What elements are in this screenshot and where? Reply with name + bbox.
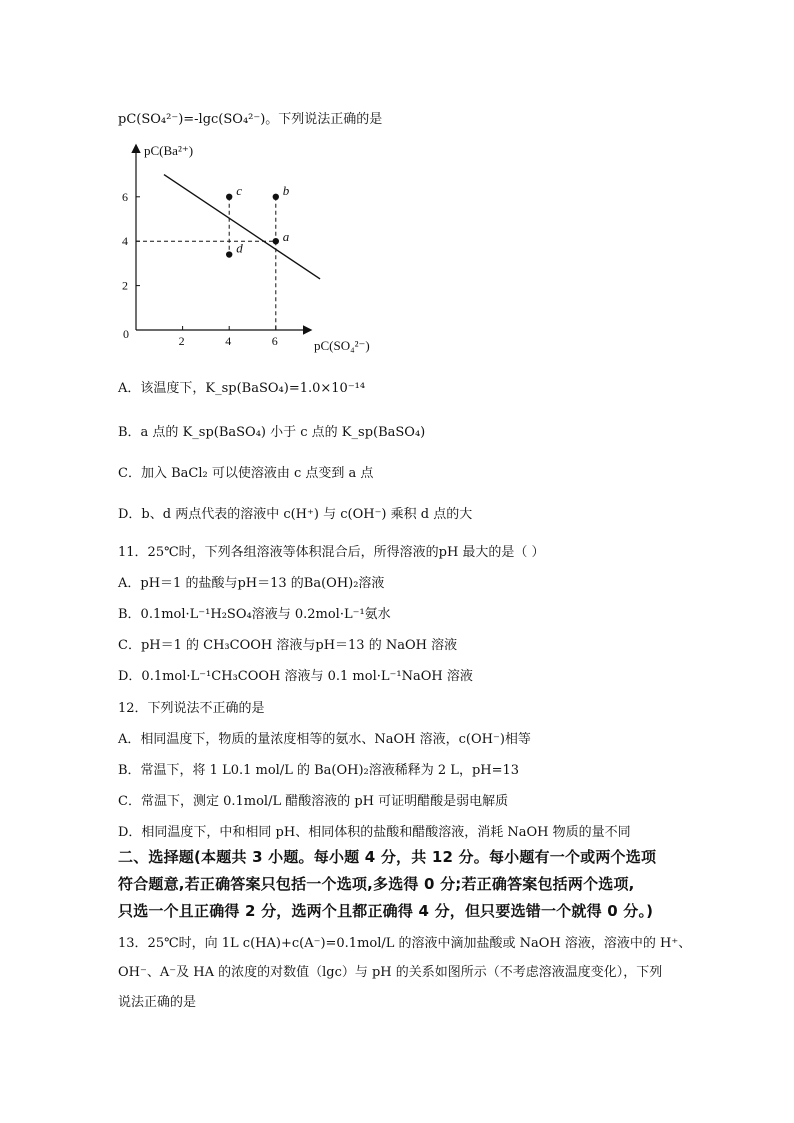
point-a xyxy=(273,238,279,244)
q13-line-1: 13．25℃时，向 1L c(HA)+c(A⁻)=0.1mol/L 的溶液中滴加盐酸或 NaOH 溶液，溶液中的 H⁺、 xyxy=(118,936,692,951)
point-label-d: d xyxy=(236,240,243,256)
point-b xyxy=(273,194,279,200)
intro-text: pC(SO₄²⁻)=-lgc(SO₄²⁻)。下列说法正确的是 xyxy=(118,112,383,127)
q12-stem: 12．下列说法不正确的是 xyxy=(118,701,265,716)
point-label-c: c xyxy=(236,182,242,198)
q11-option-b: B．0.1mol·L⁻¹H₂SO₄溶液与 0.2mol·L⁻¹氨水 xyxy=(118,607,391,622)
solubility-chart xyxy=(110,140,400,360)
section2-line-2: 符合题意,若正确答案只包括一个选项,多选得 0 分;若正确答案包括两个选项, xyxy=(118,875,635,893)
q11-stem: 11．25℃时，下列各组溶液等体积混合后，所得溶液的pH 最大的是（ ） xyxy=(118,545,545,560)
x-tick-label: 6 xyxy=(271,334,278,348)
q12-option-b: B．常温下，将 1 L0.1 mol/L 的 Ba(OH)₂溶液稀释为 2 L，pH=13 xyxy=(118,763,520,778)
section2-line-1: 二、选择题(本题共 3 小题。每小题 4 分，共 12 分。每小题有一个或两个选项 xyxy=(118,848,657,866)
origin-label: 0 xyxy=(123,327,129,341)
section2-line-3: 只选一个且正确得 2 分，选两个且都正确得 4 分，但只要选错一个就得 0 分。) xyxy=(118,902,654,920)
x-axis-label: pC(SO₄²⁻) xyxy=(314,338,370,353)
point-c xyxy=(226,194,232,200)
option-q10-c: C．加入 BaCl₂ 可以使溶液由 c 点变到 a 点 xyxy=(118,466,374,481)
q11-option-d: D．0.1mol·L⁻¹CH₃COOH 溶液与 0.1 mol·L⁻¹NaOH 溶液 xyxy=(118,669,473,684)
point-label-b: b xyxy=(282,182,290,198)
y-tick-label: 4 xyxy=(122,234,128,249)
q11-option-a: A．pH＝1 的盐酸与pH＝13 的Ba(OH)₂溶液 xyxy=(118,576,385,591)
y-tick-label: 6 xyxy=(122,189,128,204)
q12-option-a: A．相同温度下，物质的量浓度相等的氨水、NaOH 溶液，c(OH⁻)相等 xyxy=(118,732,531,747)
option-q10-a: A．该温度下，K_sp(BaSO₄)=1.0×10⁻¹⁴ xyxy=(118,381,366,396)
y-tick-label: 2 xyxy=(122,278,128,293)
x-tick-label: 2 xyxy=(178,334,185,348)
q12-option-d: D．相同温度下，中和相同 pH、相同体积的盐酸和醋酸溶液，消耗 NaOH 物质的量不同 xyxy=(118,825,631,840)
q13-line-3: 说法正确的是 xyxy=(118,995,197,1010)
y-axis-label: pC(Ba²⁺) xyxy=(144,143,194,158)
q11-option-c: C．pH＝1 的 CH₃COOH 溶液与pH＝13 的 NaOH 溶液 xyxy=(118,638,458,653)
option-q10-d: D．b、d 两点代表的溶液中 c(H⁺) 与 c(OH⁻) 乘积 d 点的大 xyxy=(118,507,473,522)
q12-option-c: C．常温下，测定 0.1mol/L 醋酸溶液的 pH 可证明醋酸是弱电解质 xyxy=(118,794,509,809)
option-q10-b: B．a 点的 K_sp(BaSO₄) 小于 c 点的 K_sp(BaSO₄) xyxy=(118,425,426,440)
point-label-a: a xyxy=(282,229,290,245)
x-tick-label: 4 xyxy=(225,334,232,348)
q13-line-2: OH⁻、A⁻及 HA 的浓度的对数值（lgc）与 pH 的关系如图所示（不考虑溶液温度变化），下列 xyxy=(118,965,663,980)
point-d xyxy=(226,251,232,257)
equilibrium-line xyxy=(164,175,320,279)
